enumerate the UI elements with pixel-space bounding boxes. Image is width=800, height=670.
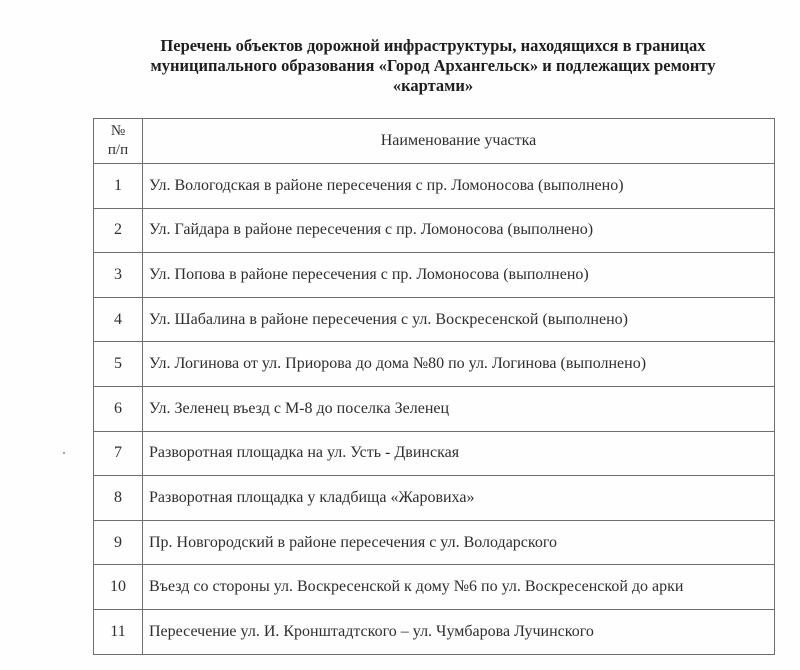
row-name: Разворотная площадка у кладбища «Жаровиха» [143,476,775,521]
row-number: 2 [94,208,143,253]
table-row [94,386,775,431]
title-line-1: Перечень объектов дорожной инфраструктуры, находящихся в границах [160,36,706,55]
row-name: Пересечение ул. И. Кронштадтского – ул. Чумбарова Лучинского [143,609,775,654]
table-row [94,565,775,610]
row-name: Ул. Гайдара в районе пересечения с пр. Ломоносова (выполнено) [143,208,775,253]
row-number: 4 [94,297,143,342]
table-row [94,431,775,476]
table-row [94,208,775,253]
table-row [94,164,775,209]
row-number: 10 [94,565,143,610]
table-row [94,520,775,565]
row-number: 1 [94,164,143,209]
table-row [94,253,775,298]
table-row [94,476,775,521]
table-row [94,609,775,654]
row-number: 5 [94,342,143,387]
row-number: 11 [94,609,143,654]
table-row [94,342,775,387]
table-header-row [94,119,775,164]
row-number: 9 [94,520,143,565]
row-name: Въезд со стороны ул. Воскресенской к дому №6 по ул. Воскресенской до арки [143,565,775,610]
table-row [94,297,775,342]
row-name: Ул. Шабалина в районе пересечения с ул. Воскресенской (выполнено) [143,297,775,342]
header-number-pp: п/п [107,142,129,158]
header-number [94,119,143,164]
row-number: 7 [94,431,143,476]
row-number: 6 [94,386,143,431]
row-name: Ул. Логинова от ул. Приорова до дома №80 по ул. Логинова (выполнено) [143,342,775,387]
row-name: Ул. Вологодская в районе пересечения с пр. Ломоносова (выполнено) [143,164,775,209]
row-name: Ул. Зеленец въезд с М-8 до поселка Зеленец [143,386,775,431]
header-number-sign: № [110,123,126,139]
scan-speck [63,452,65,454]
row-name: Разворотная площадка на ул. Усть - Двинская [143,431,775,476]
title-line-3: «картами» [392,76,474,95]
document-title [100,36,766,96]
title-line-2: муниципального образования «Город Архангельск» и подлежащих ремонту [150,56,716,75]
row-name: Ул. Попова в районе пересечения с пр. Ломоносова (выполнено) [143,253,775,298]
row-number: 8 [94,476,143,521]
row-number: 3 [94,253,143,298]
header-name: Наименование участка [143,119,775,164]
row-name: Пр. Новгородский в районе пересечения с ул. Володарского [143,520,775,565]
road-objects-table [93,118,775,655]
